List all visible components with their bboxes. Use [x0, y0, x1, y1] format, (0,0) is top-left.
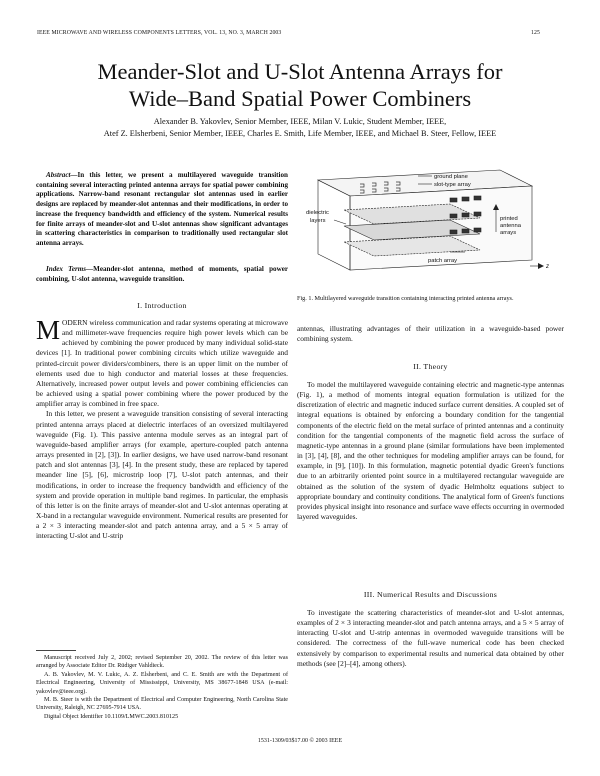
label-printed: printed [500, 216, 518, 222]
results-paragraph: To investigate the scattering characteristics of meander-slot and U-slot antennas, examples of 2 × 3 interacting meander-slot and patch antenna arrays, and a 5 × 5 array of interacting U-slot and U-strip antennas in overmoded waveguide transitions will be considered. The correctness of the full-wave numerical code has been checked extensively by comparison to experimental results and numerical data obtained by other methods (see [2]–[4], among others). [297, 608, 564, 668]
intro-continuation-text: antennas, illustrating advantages of their utilization in a waveguide-based power combining system. [297, 324, 564, 344]
label-arrays: arrays [500, 230, 517, 236]
copyright-footer: 1531-1309/03$17.00 © 2003 IEEE [257, 738, 343, 744]
abstract-text: In this letter, we present a multilayered waveguide transition containing several interacting printed antenna arrays for spatial power combining applications. Narrow-band resonant rectangular slot antennas used in earlier designs are replaced by meander-slot antennas and their modifications, in order to increase the frequency bandwidth and efficiency of the system. Numerical results for finite arrays of meander-slot and U-slot antennas show significant advantages in scattering characteristics in comparison to traditionally used rectangular slot antenna arrays. [36, 171, 288, 247]
footnote-affiliation-2: M. B. Steer is with the Department of Electrical and Computer Engineering, North Carolina State University, Raleigh, NC 27695-7914 USA. [36, 697, 288, 712]
label-dielectric: dielectric [306, 210, 329, 216]
label-slot-array: slot-type array [434, 182, 471, 188]
drop-cap: M [36, 315, 61, 345]
figure-1-diagram [300, 166, 562, 290]
running-header: IEEE MICROWAVE AND WIRELESS COMPONENTS LETTERS, VOL. 13, NO. 3, MARCH 2003 [37, 30, 282, 36]
label-ground-plane: ground plane [434, 174, 468, 180]
page-number: 125 [531, 30, 540, 36]
section-heading-intro: I. Introduction [137, 301, 187, 310]
section-heading-theory: II. Theory [413, 362, 448, 371]
intro-paragraph-2: In this letter, we present a waveguide transition consisting of several interacting printed antenna arrays placed at dielectric interfaces of an oversized multilayered waveguide (Fig. 1). This passive antenna module serves as an integral part of waveguide-based amplifier arrays (for example, aperture-coupled patch antenna arrays presented in [2], [3]). In earlier designs, we have used narrow-band resonant patch and slot antennas [3], [4]. In the present study, these are replaced by tapered meander line [5], [6], microstrip loop [7], U-slot patch antennas, and their modifications, in order to increase the frequency bandwidth and efficiency of the system and provide operation in multiple band regimes. In particular, the emphasis of this letter is on the finite arrays of meander-slot and U-slot antennas operating at X-band in a rectangular waveguide environment. Numerical results are presented for a 2 × 3 interacting meander-slot and patch antenna array, and a 5 × 5 array of interacting U-slot and U-strip [36, 409, 288, 541]
footnote-received: Manuscript received July 2, 2002; revised September 20, 2002. The review of this letter was arranged by Associate Editor Dr. Rüdiger Vahldieck. [36, 655, 288, 670]
theory-body [297, 380, 564, 522]
title-line-2: Wide–Band Spatial Power Combiners [128, 86, 472, 111]
footnote-rule [36, 650, 76, 651]
label-layers: layers [310, 218, 326, 224]
section-heading-results: III. Numerical Results and Discussions [363, 590, 498, 599]
paper-title [0, 58, 600, 112]
index-terms [36, 265, 288, 284]
abstract-lead: Abstract— [46, 171, 78, 179]
theory-paragraph: To model the multilayered waveguide containing electric and magnetic-type antennas (Fig. 1), a method of moments integral equation formulation is utilized for the discretization of electric and magnetic induced surface current densities. A coupled set of integral equations is obtained by enforcing a boundary condition for the tangential components of the electric field on the metal surface of printed antennas and a continuity condition for the tangential components of the magnetic field across the surface of magnetic-type antennas in a ground plane (similar formulations have been implemented in [3], [4], [8], and the other techniques for modeling amplifier arrays can be found, for example, in [9], [10]). In this formulation, magnetic potential dyadic Green's functions due to an arbitrarily oriented point source in a multilayered rectangular waveguide are obtained as the solution of the system of dyadic Helmholtz equations subject to appropriate boundary and continuity conditions. The analytical form of Green's functions provides physical insight into resonance and surface wave effects occurring in overmoded layered waveguides. [297, 380, 564, 522]
authors-line-2: Atef Z. Elsherbeni, Senior Member, IEEE, Charles E. Smith, Life Member, IEEE, and Michael B. Steer, Fellow, IEEE [103, 128, 497, 138]
index-terms-text: Meander-slot antenna, method of moments, spatial power combining, U-slot antenna, waveguide transition. [36, 265, 289, 283]
label-patch-array: patch array [428, 258, 457, 264]
title-line-1: Meander-Slot and U-Slot Antenna Arrays for [97, 59, 503, 84]
footnote-doi: Digital Object Identifier 10.1109/LMWC.2003.810125 [44, 713, 179, 720]
intro-paragraph-1: ODERN wireless communication and radar systems operating at microwave and millimeter-wave frequencies require high power levels which can be achieved by combining the power produced by many individual solid-state devices [1]. In traditional power combining circuits which utilize waveguide and printed-circuit power dividers/combiners, there is an upper limit on the number of elements used due to high conductor and material losses at these frequencies. Alternatively, increased power output levels and power combining efficiencies can be achieved using a spatial power combining where the power produced by the amplifier array is combined in free space. [36, 318, 288, 409]
footnote-affiliation-1: A. B. Yakovlev, M. V. Lukic, A. Z. Elsherbeni, and C. E. Smith are with the Department of Electrical Engineering, University of Mississippi, University, MS 38677-1848 USA (e-mail: yakovlev@ieee.org). [36, 671, 288, 695]
figure-caption: Fig. 1. Multilayered waveguide transition containing interacting printed antenna arrays. [297, 295, 514, 302]
author-list [30, 116, 570, 139]
intro-continuation [297, 324, 564, 344]
intro-body [36, 315, 288, 541]
footnotes [36, 654, 288, 721]
results-body [297, 608, 564, 669]
abstract [36, 171, 288, 249]
authors-line-1: Alexander B. Yakovlev, Senior Member, IEEE, Milan V. Lukic, Student Member, IEEE, [153, 117, 447, 126]
label-z-axis: z [546, 264, 549, 270]
index-terms-lead: Index Terms— [46, 265, 94, 273]
label-antenna: antenna [500, 223, 521, 229]
